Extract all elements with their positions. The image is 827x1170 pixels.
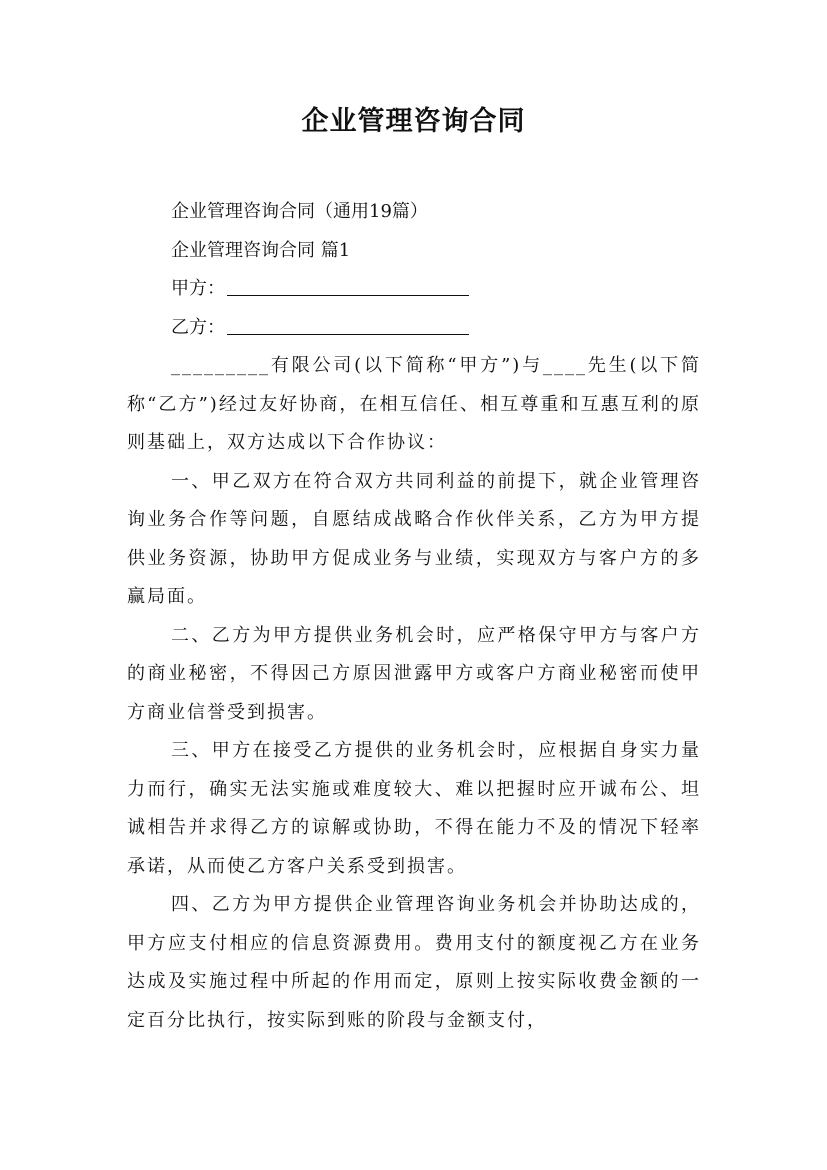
paragraph-intro: _________有限公司(以下简称“甲方”)与____先生(以下简称“乙方”)经过友好协商，在相互信任、相互尊重和互惠互利的原则基础上，双方达成以下合作协议：: [127, 355, 701, 453]
section-heading: 企业管理咨询合同 篇1: [171, 239, 351, 261]
party-b-label: 乙方：: [171, 316, 225, 338]
party-a-label: 甲方：: [171, 278, 225, 299]
document-title: 企业管理咨询合同: [301, 106, 526, 137]
party-b-line: [127, 309, 701, 348]
paragraph-clause-1: 一、甲乙双方在符合双方共同利益的前提下，就企业管理咨询业务合作等问题，自愿结成战略合作伙伴关系，乙方为甲方提供业务资源，协助甲方促成业务与业绩，实现双方与客户方的多赢局面。: [127, 470, 701, 607]
document-subtitle: 企业管理咨询合同（通用19篇）: [171, 201, 428, 222]
party-a-blank: [227, 277, 469, 296]
document-body: [127, 193, 701, 1040]
paragraph-clause-3: 三、甲方在接受乙方提供的业务机会时，应根据自身实力量力而行，确实无法实施或难度较大、难以把握时应开诚布公、坦诚相告并求得乙方的谅解或协助，不得在能力不及的情况下轻率承诺，从而使乙方客户关系受到损害。: [127, 740, 701, 877]
party-b-blank: [227, 316, 469, 335]
paragraph-clause-2: 二、乙方为甲方提供业务机会时，应严格保守甲方与客户方的商业秘密，不得因己方原因泄露甲方或客户方商业秘密而使甲方商业信誉受到损害。: [127, 624, 701, 723]
party-a-line: [127, 270, 701, 309]
paragraph-clause-4: 四、乙方为甲方提供企业管理咨询业务机会并协助达成的，甲方应支付相应的信息资源费用。费用支付的额度视乙方在业务达成及实施过程中所起的作用而定，原则上按实际收费金额的一定百分比执行，按实际到账的阶段与金额支付，: [127, 894, 701, 1031]
